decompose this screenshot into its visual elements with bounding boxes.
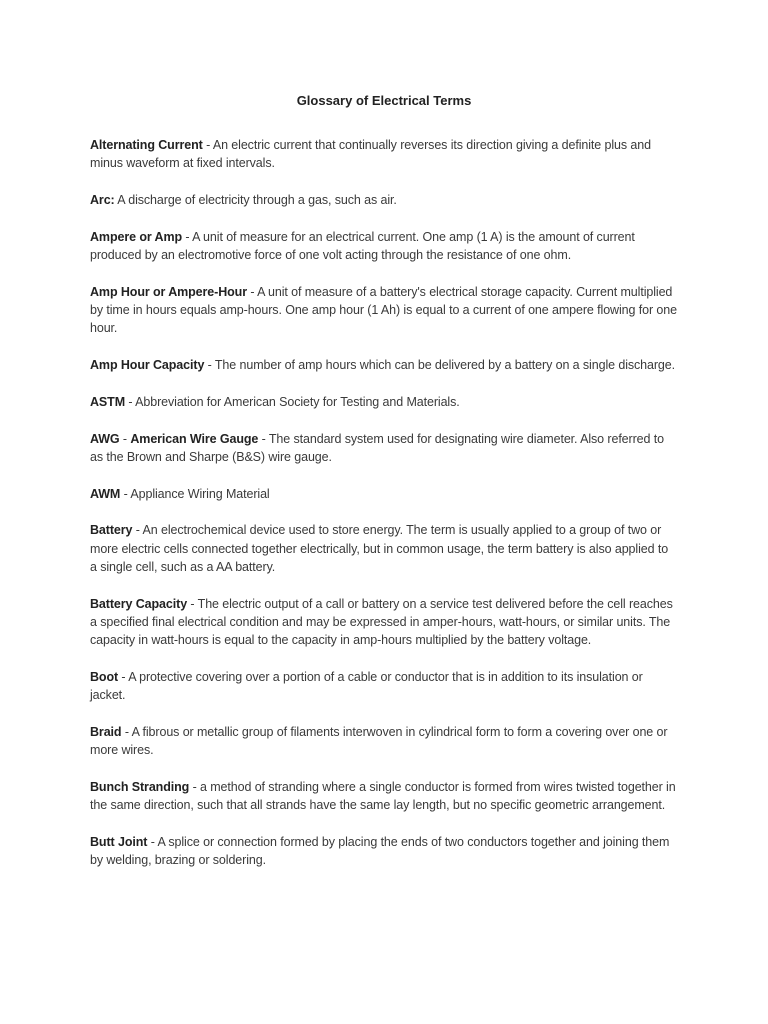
glossary-term: Alternating Current	[90, 138, 203, 152]
glossary-entry-awm	[90, 485, 678, 503]
glossary-term: Boot	[90, 669, 119, 684]
term-separator: -	[187, 596, 198, 611]
glossary-definition: A unit of measure for an electrical current. One amp (1 A) is the amount of current produced by an electromotive force of one volt acting through the resistance of one ohm.	[90, 229, 635, 262]
term-separator: -	[246, 284, 258, 299]
glossary-term: Arc:	[90, 193, 115, 207]
document-page	[90, 92, 678, 888]
term-separator: -	[119, 431, 131, 446]
term-separator: -	[182, 229, 193, 244]
glossary-term: AWM	[90, 486, 121, 501]
glossary-term-expansion: American Wire Gauge	[130, 431, 259, 446]
glossary-entry-astm	[90, 393, 678, 411]
glossary-definition: a method of stranding where a single conductor is formed from wires twisted together in the same direction, such that all strands have the same lay length, but no specific geometric arrangement.	[90, 779, 676, 812]
term-separator: -	[202, 138, 213, 152]
glossary-definition: A unit of measure of a battery's electrical storage capacity. Current multiplied by time in hours equals amp-hours. One amp hour (1 Ah) is equal to a current of one ampere flowing for one hour.	[90, 284, 677, 336]
glossary-definition: The standard system used for designating wire diameter. Also referred to as the Brown and Sharpe (B&S) wire gauge.	[90, 431, 664, 464]
glossary-definition: A protective covering over a portion of a cable or conductor that is in addition to its insulation or jacket.	[90, 669, 643, 702]
glossary-definition: An electric current that continually reverses its direction giving a definite plus and minus waveform at fixed intervals.	[90, 138, 651, 171]
glossary-term: Ampere or Amp	[90, 229, 183, 244]
glossary-term: Braid	[90, 724, 122, 739]
glossary-term: Amp Hour Capacity	[90, 358, 205, 372]
term-separator: -	[258, 431, 269, 446]
glossary-definition: A fibrous or metallic group of filaments interwoven in cylindrical form to form a covering over one or more wires.	[90, 724, 668, 757]
glossary-definition: Appliance Wiring Material	[130, 486, 270, 501]
term-separator: -	[125, 394, 136, 409]
glossary-definition: An electrochemical device used to store energy. The term is usually applied to a group of two or more electric cells connected together electrically, but in common usage, the term battery is also applied to a single cell, such as a AA battery.	[90, 523, 669, 574]
term-separator: -	[132, 523, 143, 538]
glossary-definition: Abbreviation for American Society for Testing and Materials.	[135, 394, 460, 409]
glossary-entry-amp-hour	[90, 283, 678, 338]
glossary-entry-awg	[90, 430, 678, 466]
glossary-entry-ampere	[90, 228, 678, 264]
glossary-definition: The electric output of a call or battery on a service test delivered before the cell reaches a specified final electrical condition and may be expressed in amper-hours, watt-hours, or similar units. The capacity in watt-hours is equal to the capacity in amp-hours multiplied by the battery voltage.	[90, 596, 673, 647]
term-separator: -	[121, 724, 132, 739]
glossary-term: AWG	[90, 431, 120, 446]
term-separator: -	[204, 358, 215, 372]
term-separator: -	[120, 486, 131, 501]
term-separator: -	[147, 834, 158, 849]
glossary-definition: A splice or connection formed by placing the ends of two conductors together and joining them by welding, brazing or soldering.	[90, 834, 670, 867]
glossary-entry-butt-joint	[90, 833, 678, 869]
glossary-entry-alternating-current	[90, 136, 678, 172]
glossary-term: Bunch Stranding	[90, 779, 190, 794]
glossary-term: Battery Capacity	[90, 596, 188, 611]
glossary-definition: The number of amp hours which can be delivered by a battery on a single discharge.	[214, 358, 676, 372]
glossary-definition: A discharge of electricity through a gas, such as air.	[117, 193, 397, 207]
glossary-term: Amp Hour or Ampere-Hour	[90, 284, 247, 299]
document-title: Glossary of Electrical Terms	[296, 93, 472, 108]
glossary-entry-boot	[90, 668, 678, 704]
glossary-term: Battery	[90, 523, 133, 538]
glossary-entry-bunch-stranding	[90, 778, 678, 814]
glossary-entry-battery-capacity	[90, 595, 678, 650]
glossary-entry-amp-hour-capacity	[90, 356, 678, 374]
glossary-entry-braid	[90, 723, 678, 759]
glossary-entry-battery	[90, 521, 678, 576]
glossary-entry-arc	[90, 191, 678, 209]
term-separator: -	[189, 779, 201, 794]
term-separator: -	[118, 669, 129, 684]
glossary-term: ASTM	[90, 394, 126, 409]
glossary-term: Butt Joint	[90, 834, 148, 849]
